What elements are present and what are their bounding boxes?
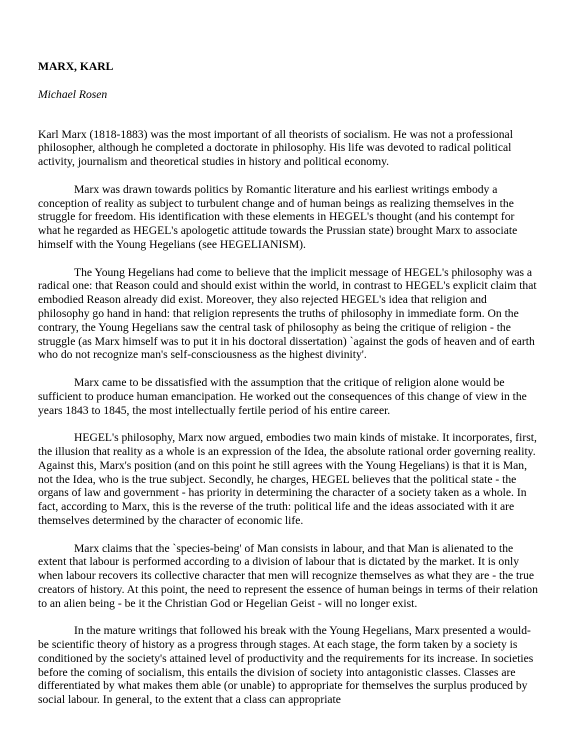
paragraph-5: HEGEL's philosophy, Marx now argued, embodies two main kinds of mistake. It incorporates, first, the illusion that reality as a whole is an expression of the Idea, the absolute rational order governing reality. Against this, Marx's position (and on this point he still agrees with the Young Hegelians) is that it is Man, not the Idea, who is the true subject. Secondly, he charges, HEGEL believes that the political state - the organs of law and government - has priority in determining the character of a society taken as a whole. In fact, according to Marx, this is the reverse of the truth: political life and the ideas associated with it are themselves determined by the character of economic life. xyxy=(38,431,537,527)
paragraph-2: Marx was drawn towards politics by Romantic literature and his earliest writings embody a conception of reality as subject to turbulent change and of human beings as realizing themselves in the struggle for freedom. His identification with these elements in HEGEL's thought (and his contempt for what he regarded as HEGEL's apologetic attitude towards the Prussian state) brought Marx to associate himself with the Young Hegelians (see HEGELIANISM). xyxy=(38,182,518,251)
paragraph-6: Marx claims that the `species-being' of Man consists in labour, and that Man is alienated to the extent that labour is performed according to a division of labour that is dictated by the market. It is only when labour recovers its collective character that men will recognize themselves as what they are - the true creators of history. At this point, the need to represent the essence of human beings in terms of their relation to an alien being - be it the Christian God or Hegelian Geist - will no longer exist. xyxy=(38,541,538,610)
author-name: Michael Rosen xyxy=(38,87,108,101)
paragraph-4: Marx came to be dissatisfied with the assumption that the critique of religion alone would be sufficient to produce human emancipation. He worked out the consequences of this change of view in the years 1843 to 1845, the most intellectually fertile period of his entire career. xyxy=(38,375,527,417)
paragraph-1: Karl Marx (1818-1883) was the most important of all theorists of socialism. He was not a professional philosopher, although he completed a doctorate in philosophy. His life was devoted to radical political activity, journalism and theoretical studies in history and political economy. xyxy=(38,127,513,169)
document-page xyxy=(38,60,538,721)
entry-title: MARX, KARL xyxy=(38,60,114,73)
paragraph-7: In the mature writings that followed his break with the Young Hegelians, Marx presented a would-be scientific theory of history as a progress through stages. At each stage, the form taken by a society is conditioned by the society's attained level of productivity and the requirements for its increase. In societies before the coming of socialism, this entails the division of society into antagonistic classes. Classes are differentiated by what makes them able (or unable) to appropriate for themselves the surplus produced by social labour. In general, to the extent that a class can appropriate xyxy=(38,624,534,707)
paragraph-3: The Young Hegelians had come to believe that the implicit message of HEGEL's philosophy was a radical one: that Reason could and should exist within the world, in contrast to HEGEL's explicit claim that embodied Reason already did exist. Moreover, they also rejected HEGEL's idea that religion and philosophy go hand in hand: that religion represents the truths of philosophy in immediate form. On the contrary, the Young Hegelians saw the central task of philosophy as being the critique of religion - the struggle (as Marx himself was to put it in his doctoral dissertation) `against the gods of heaven and of earth who do not recognize man's self-consciousness as the highest divinity'. xyxy=(38,265,537,362)
